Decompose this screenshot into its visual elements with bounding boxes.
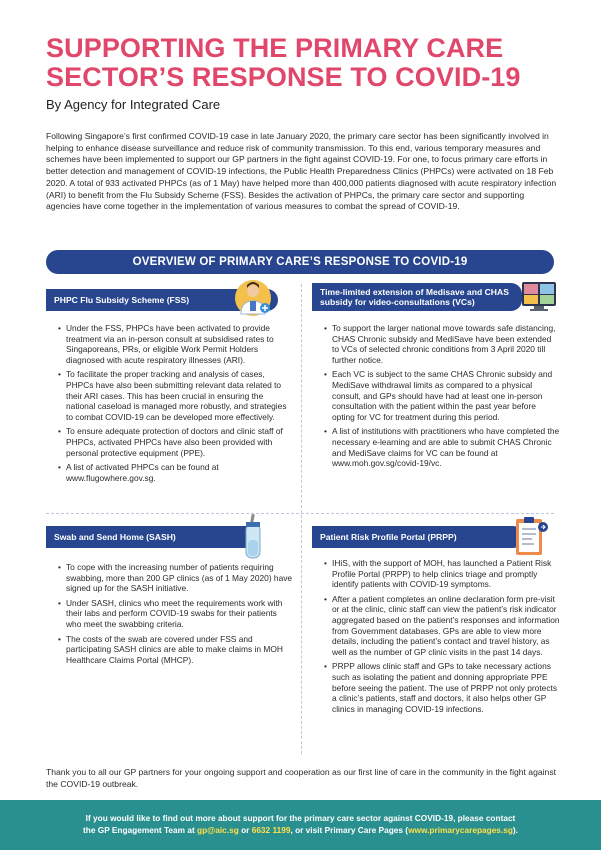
footer-text: the GP Engagement Team at (82, 824, 198, 835)
footer-text: or (238, 824, 252, 835)
closing-paragraph: Thank you to all our GP partners for your ongoing support and cooperation as our first line of care in the community in the fight against the COVID-19 outbreak. (46, 767, 557, 789)
list-item: • Each VC is subject to the same CHAS Chronic subsidy and MediSave withdrawal limits as compared to a physical consult, and GPs should have had at least one in-person consultation with the patient within the past year before opting for VC for treatment during this period. (324, 369, 560, 422)
list-item: • IHiS, with the support of MOH, has launched a Patient Risk Profile Portal (PRPP) to help clinics triage and promptly identify patients with COVID-19 symptoms. (324, 558, 560, 590)
panel-sash-list (58, 562, 294, 669)
panel-prpp-title: Patient Risk Profile Portal (PRPP) (312, 526, 524, 548)
list-item: • To cope with the increasing number of patients requiring swabbing, more than 200 GP clinics (as of 1 May 2020) have signed up for the SASH initiative. (58, 562, 294, 594)
list-item: • To support the larger national move towards safe distancing, CHAS Chronic subsidy and MediSave have been extended to VCs of selected chronic conditions from 3 April 2020 till further notice. (324, 323, 560, 365)
footer-text: ). (512, 824, 518, 835)
page-title: SUPPORTING THE PRIMARY CARE SECTOR’S RESPONSE TO COVID-19 (46, 33, 521, 92)
panel-fss-list (58, 323, 294, 487)
list-item: • Under the FSS, PHPCs have been activated to provide treatment via an in-person consult at subsidised rates to Singaporeans, PRs, or eligible Work Permit Holders diagnosed with acute respiratory illnesses (ARI). (58, 323, 294, 365)
byline: By Agency for Integrated Care (46, 97, 221, 112)
intro-paragraph: Following Singapore’s first confirmed COVID-19 case in late January 2020, the primary care sector has been significantly involved in helping to enhance disease surveillance and reduce risk of community transmission. To this end, various temporary measures and schemes have been implemented to support our GP partners in the fight against COVID-19. For one, to focus primary care efforts in better detection and management of COVID-19 infections, the Public Health Preparedness Clinics (PHPCs) were activated on 18 Feb 2020. A total of 933 activated PHPCs (as of 1 May) have helped more than 400,000 patients diagnosed with acute respiratory infection (ARI) to benefit from the Flu Subsidy Scheme (FSS). Besides the activation of PHPCs, the primary care sector and supporting agencies have come together in the implementation of various measures to combat the spread of COVID-19. (46, 131, 557, 212)
list-item: • Under SASH, clinics who meet the requirements work with their labs and perform COVID-19 swabs for their patients who meet the swabbing criteria. (58, 598, 294, 630)
website-link[interactable]: www.primarycarepages.sg (408, 824, 513, 835)
list-item: • To ensure adequate protection of doctors and clinic staff of PHPCs, activated PHPCs have also been provided with personal protective equipment (PPE). (58, 426, 294, 458)
clipboard-icon (512, 515, 550, 559)
panel-fss-title: PHPC Flu Subsidy Scheme (FSS) (46, 289, 278, 311)
list-item: • A list of activated PHPCs can be found at www.flugowhere.gov.sg. (58, 462, 294, 483)
panel-vc-title: Time-limited extension of Medisave and CHAS subsidy for video-consultations (VCs) (312, 283, 522, 311)
footer-contact (0, 800, 601, 850)
panel-sash-title: Swab and Send Home (SASH) (46, 526, 256, 548)
phone-number[interactable]: 6632 1199 (251, 824, 291, 835)
email-link[interactable]: gp@aic.sg (197, 824, 239, 835)
list-item: • A list of institutions with practitioners who have completed the necessary e-learning and are able to submit CHAS Chronic and MediSave claims for VC can be found at www.moh.gov.sg/covid-19/vc. (324, 426, 560, 468)
list-item: • After a patient completes an online declaration form pre-visit or at the clinic, clinic staff can view the patient’s risk indicator aggregated based on the patient’s responses and information from Government databases. GPs are able to view more details, including the patient’s contact and travel history, as well as the number of GP clinic visits in the past 14 days. (324, 594, 560, 658)
footer-line-1: If you would like to find out more about support for the primary care sector against COVID-19, please contact (85, 813, 516, 823)
panel-vc-list (324, 323, 560, 473)
doctor-icon (232, 278, 274, 318)
video-call-icon (520, 280, 558, 314)
footer-text: , or visit Primary Care Pages ( (290, 824, 409, 835)
swab-tube-icon (238, 512, 268, 562)
footer-line-2 (0, 825, 601, 837)
list-item: • The costs of the swab are covered under FSS and participating SASH clinics are able to make claims in MOH Healthcare Claims Portal (MHCP). (58, 634, 294, 666)
panel-prpp-list (324, 558, 560, 718)
list-item: • To facilitate the proper tracking and analysis of cases, PHPCs have also been submitting relevant data related to their ARI cases. This has been crucial in ensuring the national caseload is managed more robustly, and strategies to combat COVID-19 can be developed more effectively. (58, 369, 294, 422)
list-item: • PRPP allows clinic staff and GPs to take necessary actions such as isolating the patient and donning appropriate PPE before seeing the patient. The use of PRPP not only protects a clinic’s patients, staff and doctors, it also helps other GP clinics in managing COVID-19 infections. (324, 661, 560, 714)
vertical-divider (301, 284, 302, 754)
overview-banner: OVERVIEW OF PRIMARY CARE’S RESPONSE TO COVID-19 (46, 250, 554, 274)
horizontal-divider (46, 513, 554, 514)
